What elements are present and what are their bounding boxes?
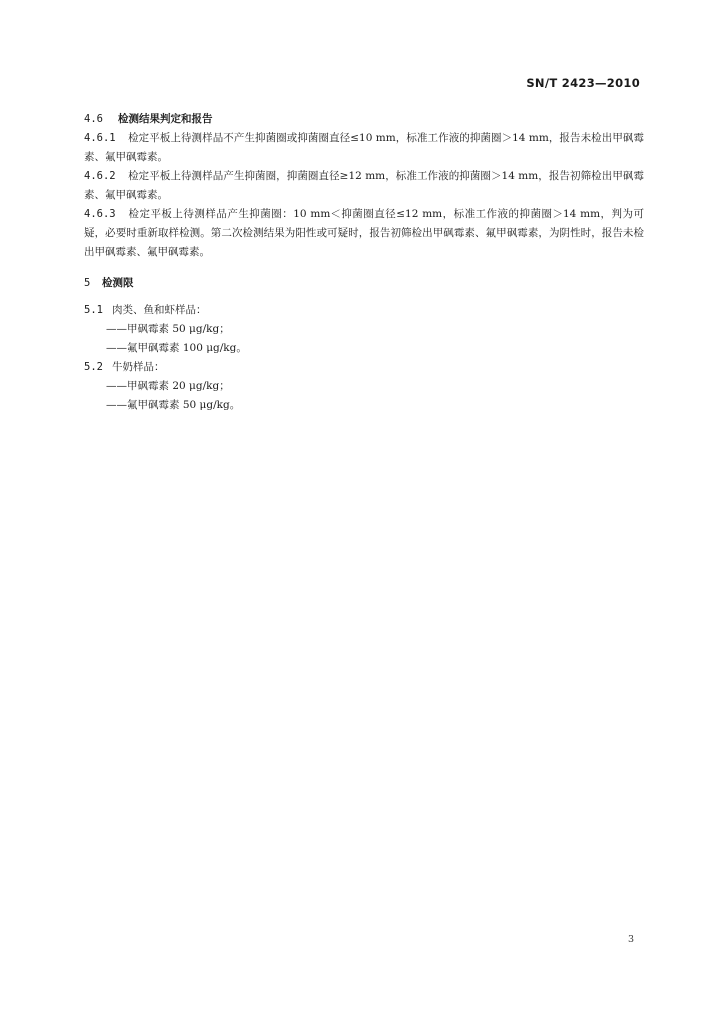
section-number: 4.6 <box>84 113 103 125</box>
item-5-2 <box>84 358 644 377</box>
item-label: 肉类、鱼和虾样品： <box>112 304 207 316</box>
standard-code: SN/T 2423—2010 <box>526 76 640 90</box>
paragraph-4-6-3 <box>84 205 644 262</box>
item-label: 牛奶样品： <box>112 361 165 373</box>
clause-number: 4.6.1 <box>84 132 116 144</box>
limit-line: ——甲砜霉素 50 μg/kg； <box>106 323 230 335</box>
item-number: 5.1 <box>84 304 103 316</box>
section-5-heading <box>84 274 644 293</box>
clause-text: 检定平板上待测样品产生抑菌圈：10 mm＜抑菌圈直径≤12 mm，标准工作液的抑菌圈＞14 mm，判为可疑，必要时重新取样检测。第二次检测结果为阳性或可疑时，报告初筛检出甲砜霉素、氟甲砜霉素，为阴性时，报告未检出甲砜霉素、氟甲砜霉素。 <box>84 208 644 258</box>
clause-number: 4.6.3 <box>84 208 116 220</box>
paragraph-4-6-2 <box>84 167 644 205</box>
clause-number: 4.6.2 <box>84 170 116 182</box>
item-number: 5.2 <box>84 361 103 373</box>
section-4-6-heading <box>84 110 644 129</box>
limit-line: ——氟甲砜霉素 100 μg/kg。 <box>106 342 247 354</box>
section-number: 5 <box>84 277 91 289</box>
clause-text: 检定平板上待测样品产生抑菌圈，抑菌圈直径≥12 mm，标准工作液的抑菌圈＞14 mm，报告初筛检出甲砜霉素、氟甲砜霉素。 <box>84 170 644 201</box>
page-content <box>84 110 644 415</box>
item-5-1 <box>84 301 644 320</box>
page-number: 3 <box>627 934 634 945</box>
limit-line: ——氟甲砜霉素 50 μg/kg。 <box>106 399 241 411</box>
section-title: 检测结果判定和报告 <box>118 113 213 125</box>
paragraph-4-6-1 <box>84 129 644 167</box>
clause-text: 检定平板上待测样品不产生抑菌圈或抑菌圈直径≤10 mm，标准工作液的抑菌圈＞14 mm，报告未检出甲砜霉素、氟甲砜霉素。 <box>84 132 644 163</box>
section-title: 检测限 <box>102 277 134 289</box>
limit-line: ——甲砜霉素 20 μg/kg； <box>106 380 230 392</box>
